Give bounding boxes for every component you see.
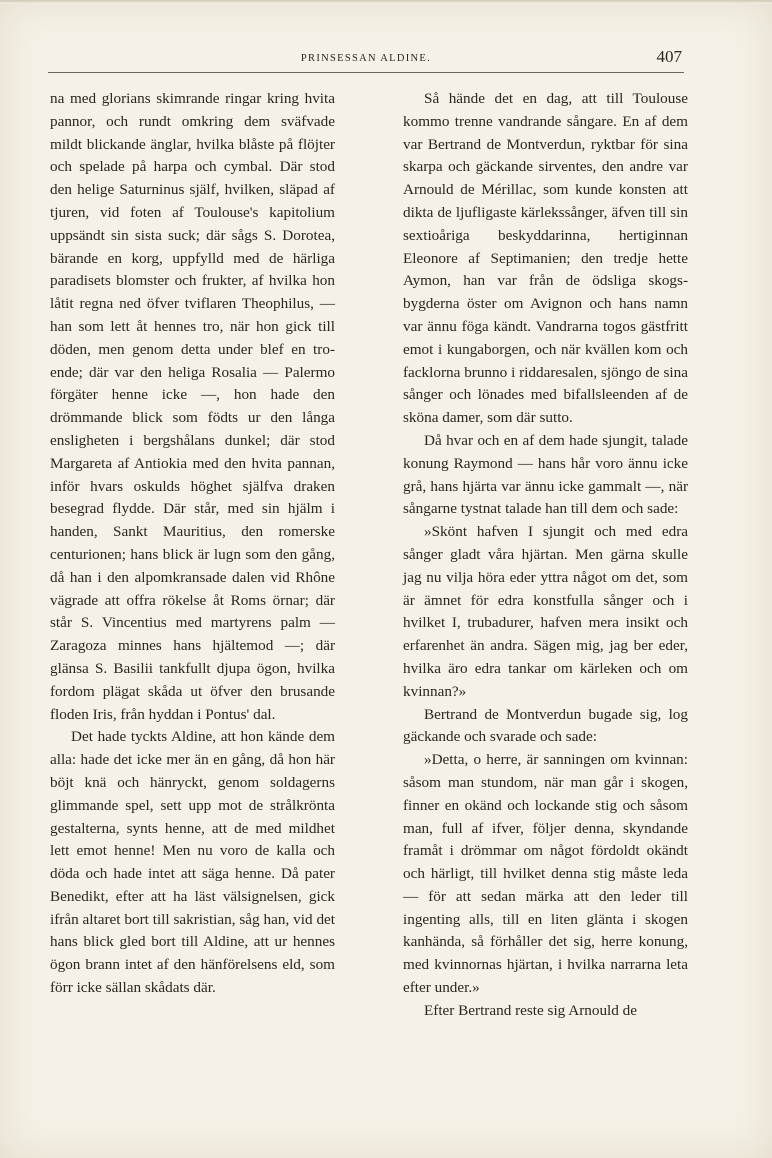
left-column bbox=[50, 88, 335, 1000]
right-paragraph-6: Efter Bertrand reste sig Arnould de bbox=[424, 1001, 637, 1019]
right-paragraph-5: »Detta, o herre, är sanningen om kvinnan: såsom man stundom, när man går i skogen, finner en okänd och lockande stig och såsom man, full af ifver, följer denna, skyndande framåt i drömmar om något fördoldt okändt och härligt, till hvilket denna stig måste leda — för att sedan märka att den leder till ingenting alls, till en liten glänta i skogen kanhända, så förhåller det sig, herre konung, med kvinnornas hjärtan, i hvilka narrarna leta efter under.» bbox=[403, 751, 688, 997]
running-head bbox=[48, 47, 684, 73]
right-paragraph-1: Så hände det en dag, att till Toulouse kommo trenne vandrande sångare. En af dem var Bertrand de Montverdun, ryktbar för sina skarpa och gäckande sirventes, den andre var Arnould de Mérillac, som kunde konsten att dikta de ljufligaste kärlekssånger, äfven till sin sextioåriga beskyddarinna, hertiginnan Eleonore af Septimanien; den tredje hette Aymon, han var från de ödsliga skogsbygderna öster om Avignon och hans namn var ännu föga kändt. Vandrarna togos gästfritt emot i kungaborgen, och när kvällen kom och facklorna brunno i riddaresalen, sjöngo de sina sånger och lönades med bifallsleenden af de sköna damer, som där sutto. bbox=[403, 90, 688, 427]
left-paragraph-2: Det hade tyckts Aldine, att hon kände dem alla: hade det icke mer än en gång, då hon här böjt knä och hänryckt, genom soldagerns glimmande spel, sett upp mot de strålkrönta gestalterna, synts henne, att de med mildhet lett emot henne! Men nu voro de kalla och döda och hade intet att säga henne. Då pater Benedikt, efter att ha läst välsignelsen, gick ifrån altaret bort till sakristian, såg han, vid det hans blick gled bort till Aldine, att ur hennes ögon brann intet af den hänförelsens eld, som förr icke sällan skådats där. bbox=[50, 728, 335, 997]
right-paragraph-4: Bertrand de Montverdun bugade sig, log gäckande och svarade och sade: bbox=[403, 705, 688, 746]
right-column bbox=[403, 88, 688, 1023]
page-top-edge bbox=[0, 0, 772, 4]
page-number: 407 bbox=[656, 47, 682, 66]
running-title: PRINSESSAN ALDINE. bbox=[300, 53, 432, 64]
left-paragraph-1: na med glorians skimrande ringar kring hvita pannor, och rundt omkring dem sväfvade mildt blickande änglar, hvilka blåste på flöjter och spelade på harpa och cymbal. Där stod den helige Saturninus själf, hvilken, släpad af tjuren, vid foten af Toulouse's kapitolium uppsändt sin sista suck; där sågs S. Dorotea, bärande en korg, uppfylld med de härliga paradisets blomster och frukter, af hvilka hon låtit regna ned öfver tviflaren Theophilus, — han som lett åt hennes tro, när hon gick till döden, men genom detta under blef en troende; där var den heliga Rosalia — Palermo förgäter henne icke —, hon hade den drömmande blick som födts ur den långa ensligheten i bergshålans dunkel; där stod Margareta af Antiokia med den hvita pannan, inför hvars oskulds höghet själfva draken besegrad flydde. Där står, med sin hjälm i handen, Sankt Mauritius, den romerske centurionen; hans blick är lugn som den gång, då han i den alpomkransade dalen vid Rhône vägrade att offra rökelse åt Roms örnar; där står S. Vincentius med martyrens palm — Zaragoza minnes hans hjältemod —; där glänsa S. Basilii tankfullt djupa ögon, hvilka fordom plägat skåda ut öfver den brusande floden Iris, från hyddan i Pontus' dal. bbox=[50, 90, 335, 723]
right-paragraph-2: Då hvar och en af dem hade sjungit, talade konung Raymond — hans hår voro ännu icke grå, hans hjärta var ännu icke gammalt —, när sångarne tystnat talade han till dem och sade: bbox=[403, 431, 688, 518]
right-paragraph-3: »Skönt hafven I sjungit och med edra sånger gladt våra hjärtan. Men gärna skulle jag nu vilja höra eder yttra något om det, som är ämnet för edra konstfulla sånger och i hvilket I, trubadurer, hafven mera insikt och erfarenhet än andra. Sägen mig, jag ber eder, hvilka äro edra tankar om kärleken och om kvinnan?» bbox=[403, 523, 688, 700]
